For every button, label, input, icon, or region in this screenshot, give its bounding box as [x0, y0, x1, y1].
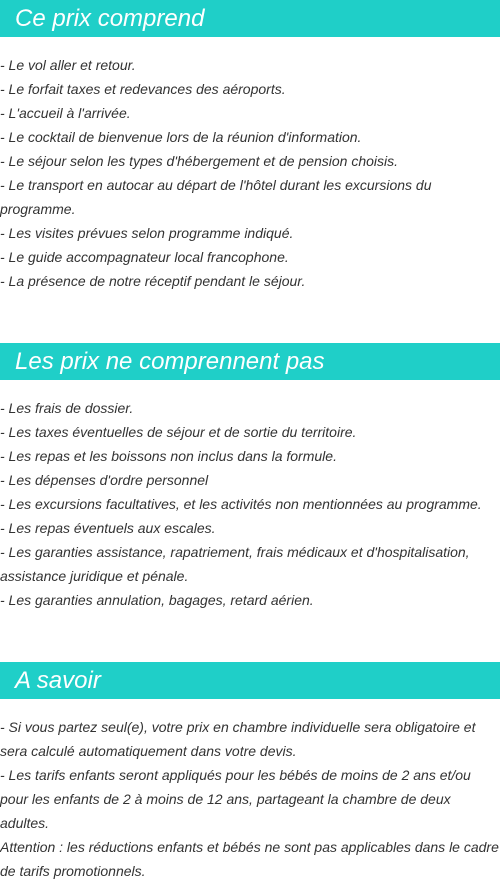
list-item: - Le séjour selon les types d'hébergement et de pension choisis. [0, 153, 399, 169]
list-item: - Si vous partez seul(e), votre prix en chambre individuelle sera obligatoire et sera calculé automatiquement dans votre devis. [0, 719, 476, 759]
list-item: - Les repas éventuels aux escales. [0, 520, 216, 536]
list-item: - Les dépenses d'ordre personnel [0, 472, 209, 488]
list-item: - La présence de notre réceptif pendant le séjour. [0, 273, 306, 289]
list-item: - Les repas et les boissons non inclus dans la formule. [0, 448, 337, 464]
list-item: - Le vol aller et retour. [0, 57, 136, 73]
list-item: - Les frais de dossier. [0, 400, 134, 416]
list-item: - Le cocktail de bienvenue lors de la réunion d'information. [0, 129, 362, 145]
section-title-good-to-know: A savoir [0, 662, 500, 699]
section-title-not-included: Les prix ne comprennent pas [0, 343, 500, 380]
list-item: - Le guide accompagnateur local francophone. [0, 249, 289, 265]
list-item: - L'accueil à l'arrivée. [0, 105, 131, 121]
not-included-list [0, 396, 500, 612]
good-to-know-list [0, 715, 500, 883]
list-item: - Les garanties annulation, bagages, retard aérien. [0, 592, 314, 608]
list-item: Attention : les réductions enfants et bébés ne sont pas applicables dans le cadre de tarifs promotionnels. [0, 839, 499, 879]
list-item: - Le transport en autocar au départ de l'hôtel durant les excursions du programme. [0, 177, 432, 217]
list-item: - Les tarifs enfants seront appliqués pour les bébés de moins de 2 ans et/ou pour les enfants de 2 à moins de 12 ans, partageant la chambre de deux adultes. [0, 767, 471, 831]
list-item: - Les visites prévues selon programme indiqué. [0, 225, 294, 241]
section-title-included: Ce prix comprend [0, 0, 500, 37]
list-item: - Les taxes éventuelles de séjour et de sortie du territoire. [0, 424, 357, 440]
list-item: - Les garanties assistance, rapatriement, frais médicaux et d'hospitalisation, assistance juridique et pénale. [0, 544, 470, 584]
included-list [0, 53, 500, 293]
list-item: - Le forfait taxes et redevances des aéroports. [0, 81, 286, 97]
list-item: - Les excursions facultatives, et les activités non mentionnées au programme. [0, 496, 482, 512]
